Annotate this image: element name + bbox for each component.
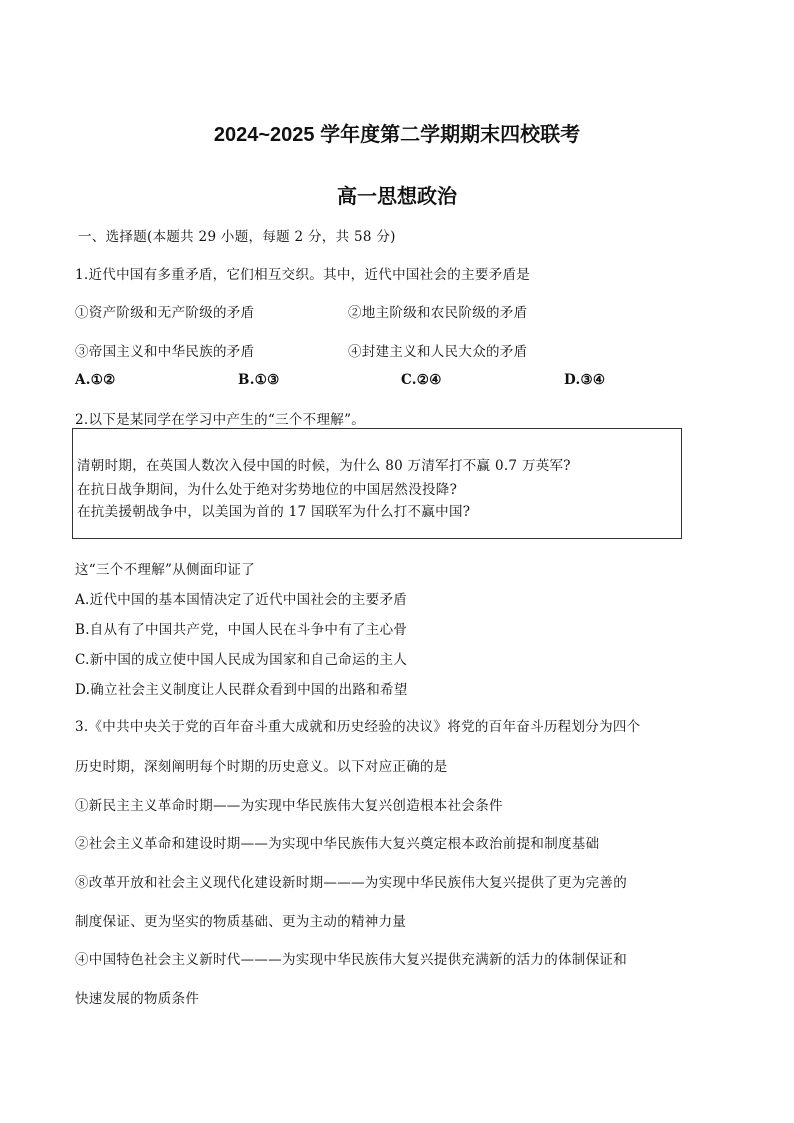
question-1-option-a: A.①②: [75, 372, 116, 388]
question-1-option-c: C.②④: [401, 372, 442, 388]
question-3-item-4: ④中国特色社会主义新时代———为实现中华民族伟大复兴提供充满新的活力的体制保证和: [75, 952, 627, 968]
exam-title: 2024~2025 学年度第二学期期末四校联考: [213, 124, 581, 146]
question-3-item-4-continued: 快速发展的物质条件: [75, 991, 200, 1007]
question-3-stem-line-1: 3.《中共中央关于党的百年奋斗重大成就和历史经验的决议》将党的百年奋斗历程划分为四个: [75, 719, 641, 735]
question-1-item-2: ②地主阶级和农民阶级的矛盾: [348, 305, 528, 321]
question-2-option-a: A.近代中国的基本国情决定了近代中国社会的主要矛盾: [75, 592, 408, 608]
question-1-option-b: B.①③: [238, 372, 280, 388]
question-3-item-1: ①新民主主义革命时期——为实现中华民族伟大复兴创造根本社会条件: [75, 798, 503, 814]
question-1-item-3: ③帝国主义和中华民族的矛盾: [75, 344, 255, 360]
material-line-3: 在抗美援朝战争中，以美国为首的 17 国联军为什么打不赢中国?: [77, 504, 471, 520]
question-2-option-b: B.自从有了中国共产党，中国人民在斗争中有了主心骨: [75, 622, 408, 638]
question-3-stem-line-2: 历史时期，深刻阐明每个时期的历史意义。以下对应正确的是: [75, 759, 448, 775]
section-heading: 一、选择题(本题共 29 小题，每题 2 分，共 58 分): [78, 229, 396, 245]
exam-subject: 高一思想政治: [337, 184, 457, 208]
question-1-item-4: ④封建主义和人民大众的矛盾: [348, 344, 528, 360]
material-line-1: 清朝时期，在英国人数次入侵中国的时候，为什么 80 万清军打不赢 0.7 万英军?: [77, 458, 571, 474]
question-1-stem: 1.近代中国有多重矛盾，它们相互交织。其中，近代中国社会的主要矛盾是: [75, 267, 531, 283]
material-line-2: 在抗日战争期间，为什么处于绝对劣势地位的中国居然没投降?: [77, 482, 458, 498]
question-3-item-3-continued: 制度保证、更为坚实的物质基础、更为主动的精神力量: [75, 914, 407, 930]
question-1-option-d: D.③④: [564, 372, 606, 388]
question-2-stem: 2.以下是某同学在学习中产生的“三个不理解”。: [75, 412, 366, 428]
question-2-option-c: C.新中国的成立使中国人民成为国家和自己命运的主人: [75, 652, 408, 668]
question-3-item-3: ⑧改革开放和社会主义现代化建设新时期———为实现中华民族伟大复兴提供了更为完善的: [75, 875, 627, 891]
question-1-item-1: ①资产阶级和无产阶级的矛盾: [75, 305, 255, 321]
question-2-option-d: D.确立社会主义制度让人民群众看到中国的出路和希望: [75, 682, 408, 698]
question-2-lead: 这“三个不理解”从侧面印证了: [75, 562, 256, 578]
question-3-item-2: ②社会主义革命和建设时期——为实现中华民族伟大复兴奠定根本政治前提和制度基础: [75, 836, 600, 852]
material-box: [72, 428, 682, 539]
